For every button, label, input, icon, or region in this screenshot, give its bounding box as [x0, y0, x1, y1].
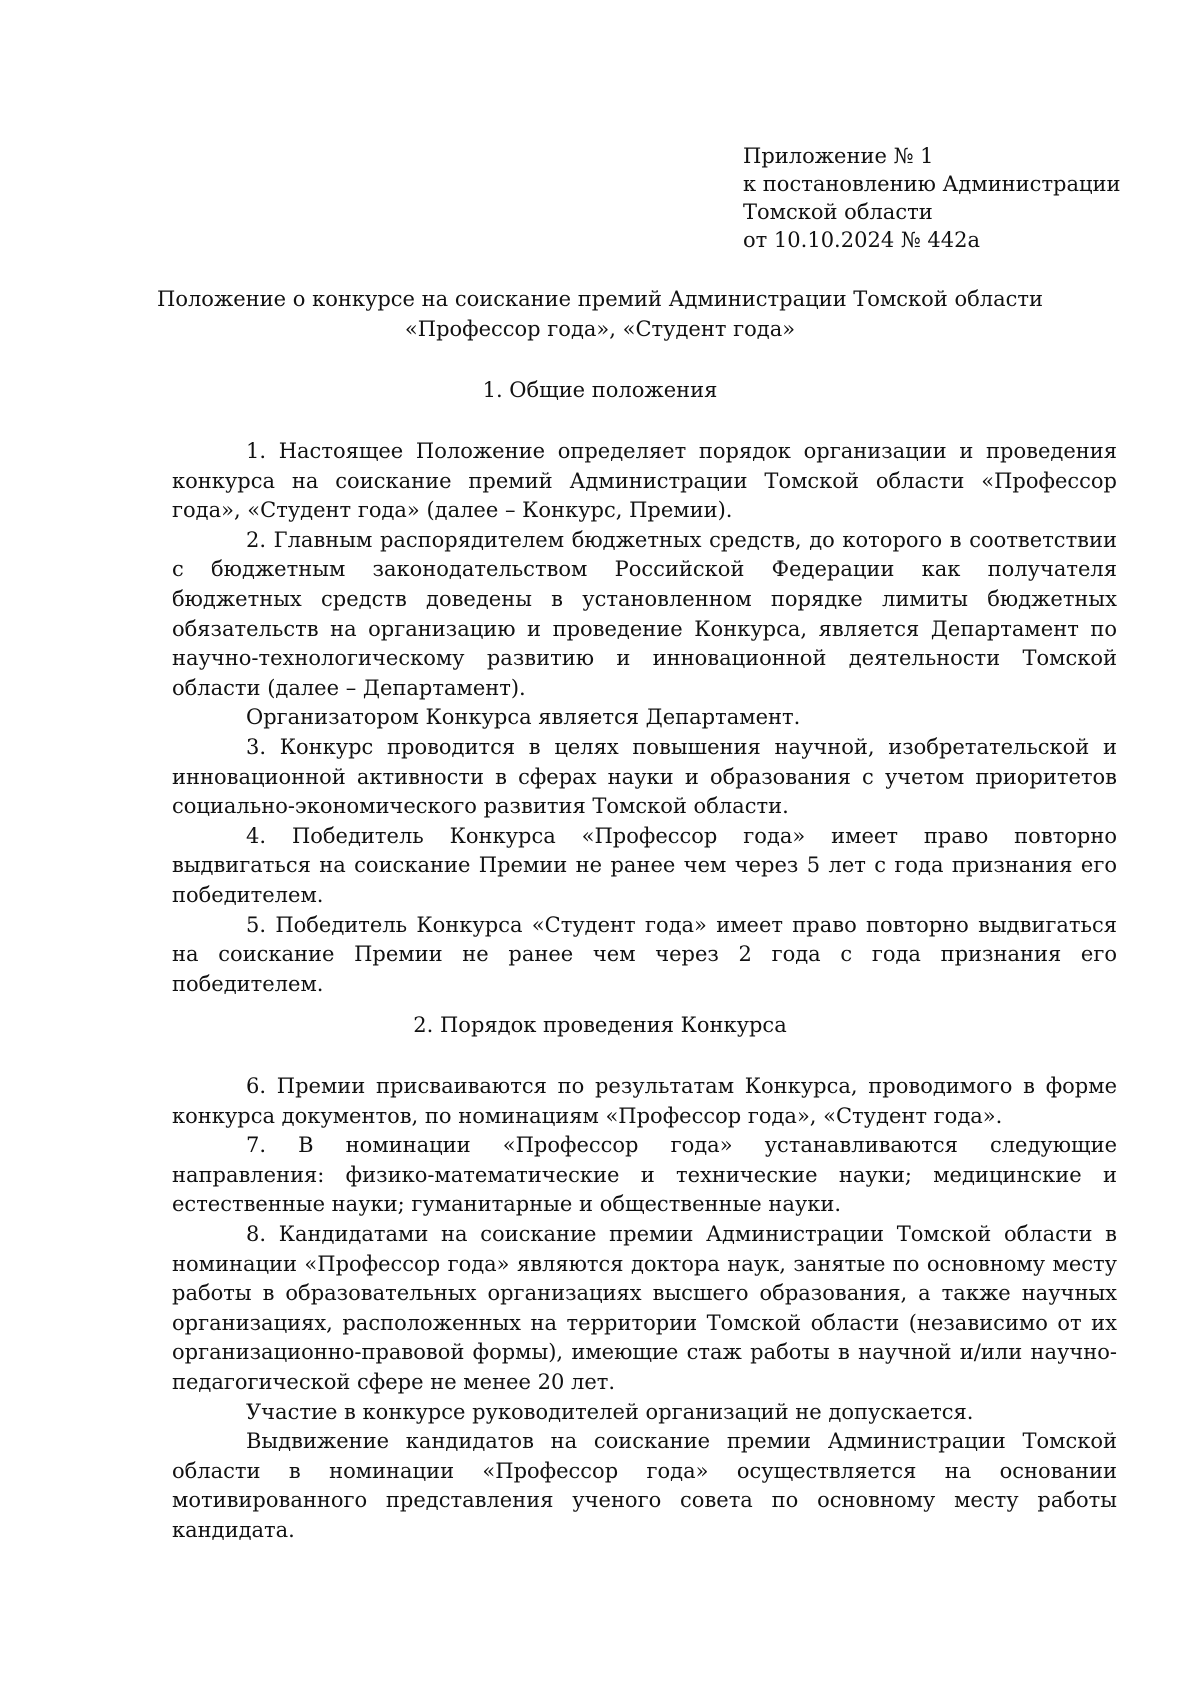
document-title	[130, 284, 1070, 344]
document-title-line-1: Положение о конкурсе на соискание премий Администрации Томской области	[157, 287, 1043, 311]
paragraph: 1. Настоящее Положение определяет порядок организации и проведения конкурса на соискание премий Администрации Томской области «Профессор года», «Студент года» (далее – Конкурс, Премии).	[172, 439, 1117, 523]
appendix-reference: к постановлению Администрации	[743, 172, 1121, 196]
section-2-heading: 2. Порядок проведения Конкурса	[413, 1013, 787, 1037]
appendix-number: Приложение № 1	[743, 144, 934, 168]
paragraph: Участие в конкурсе руководителей организаций не допускается.	[246, 1399, 974, 1424]
section-2-body	[172, 1072, 1117, 1546]
paragraph: 5. Победитель Конкурса «Студент года» имеет право повторно выдвигаться на соискание Премии не ранее чем через 2 года с года признания его победителем.	[172, 912, 1117, 996]
document-title-line-2: «Профессор года», «Студент года»	[404, 317, 796, 341]
paragraph: 3. Конкурс проводится в целях повышения научной, изобретательской и инновационной активности в сферах науки и образования с учетом приоритетов социально-экономического развития Томской области.	[172, 734, 1117, 819]
paragraph: 7. В номинации «Профессор года» устанавливаются следующие направления: физико-математические и технические науки; медицинские и естественные науки; гуманитарные и общественные науки.	[172, 1133, 1117, 1217]
paragraph: Выдвижение кандидатов на соискание премии Администрации Томской области в номинации «Профессор года» осуществляется на основании мотивированного представления ученого совета по основному месту работы кандидата.	[172, 1429, 1117, 1542]
appendix-date: от 10.10.2024 № 442а	[743, 228, 980, 252]
paragraph: 8. Кандидатами на соискание премии Администрации Томской области в номинации «Профессор года» являются доктора наук, занятые по основному месту работы в образовательных организациях высшего образования, а также научных организациях, расположенных на территории Томской области (независимо от их организационно-правовой формы), имеющие стаж работы в научной и/или научно-педагогической сфере не менее 20 лет.	[172, 1221, 1117, 1394]
appendix-header	[743, 142, 1163, 254]
appendix-region: Томской области	[743, 200, 933, 224]
paragraph: 2. Главным распорядителем бюджетных средств, до которого в соответствии с бюджетным законодательством Российской Федерации как получателя бюджетных средств доведены в установленном порядке лимиты бюджетных обязательств на организацию и проведение Конкурса, является Департамент по научно-технологическому развитию и инновационной деятельности Томской области (далее – Департамент).	[172, 527, 1117, 700]
paragraph: 4. Победитель Конкурса «Профессор года» имеет право повторно выдвигаться на соискание Премии не ранее чем через 5 лет с года признания его победителем.	[172, 823, 1117, 907]
paragraph: Организатором Конкурса является Департамент.	[246, 705, 801, 730]
section-1-heading: 1. Общие положения	[482, 378, 718, 402]
paragraph: 6. Премии присваиваются по результатам Конкурса, проводимого в форме конкурса документов, по номинациям «Профессор года», «Студент года».	[172, 1074, 1117, 1128]
section-1-body	[172, 437, 1117, 999]
